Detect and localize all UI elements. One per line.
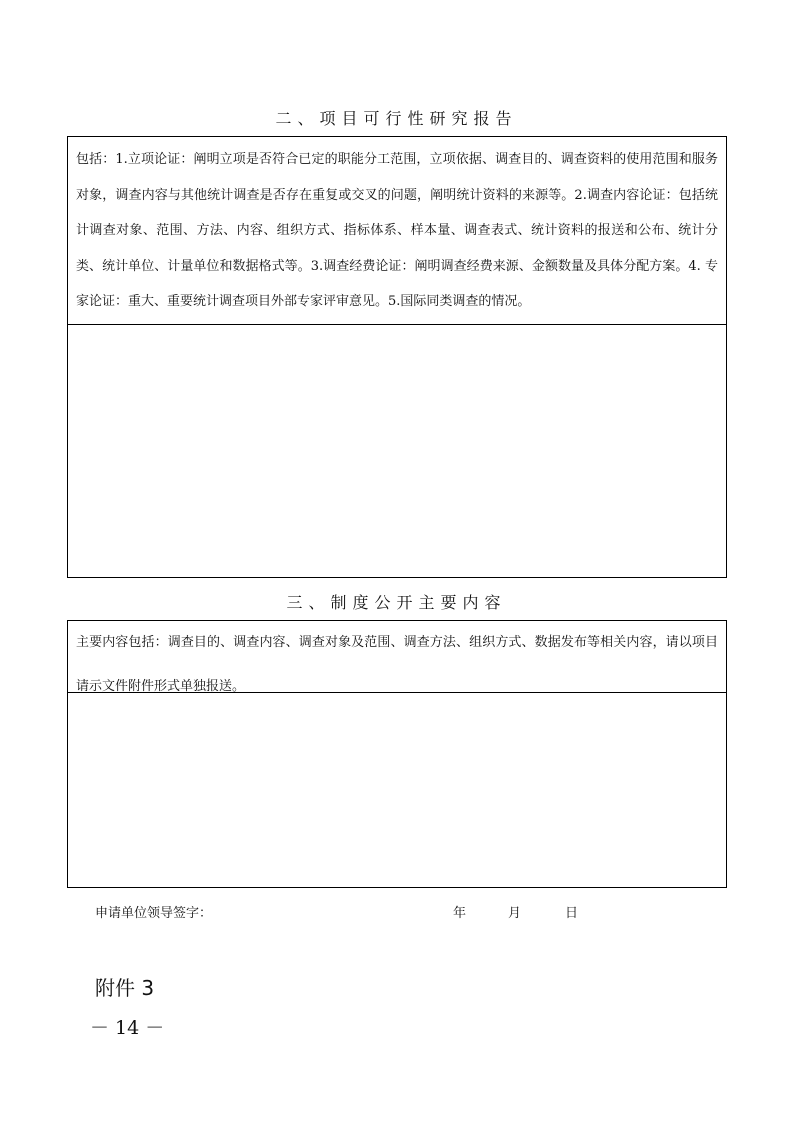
section3-table	[67, 620, 727, 888]
section2-heading: 二、项目可行性研究报告	[275, 109, 518, 128]
section3-instructions: 主要内容包括：调查目的、调查内容、调查对象及范围、调查方法、组织方式、数据发布等相关内容，请以项目请示文件附件形式单独报送。	[68, 621, 726, 693]
section3-heading: 三、制度公开主要内容	[286, 593, 507, 612]
attachment-label: 附件 3	[95, 976, 155, 1000]
signature-day: 日	[565, 906, 579, 921]
signature-year: 年	[453, 906, 467, 921]
page-number: － 14 －	[90, 1017, 165, 1039]
section2-table	[67, 136, 727, 578]
section3-input-area[interactable]	[68, 710, 726, 888]
section2-instructions: 包括：1.立项论证：阐明立项是否符合已定的职能分工范围，立项依据、调查目的、调查资料的使用范围和服务对象，调查内容与其他统计调查是否存在重复或交叉的问题，阐明统计资料的来源等。2.调查内容论证：包括统计调查对象、范围、方法、内容、组织方式、指标体系、样本量、调查表式、统计资料的报送和公布、统计分类、统计单位、计量单位和数据格式等。3.调查经费论证：阐明调查经费来源、金额数量及具体分配方案。4. 专家论证：重大、重要统计调查项目外部专家评审意见。5.国际同类调查的情况。	[68, 137, 726, 325]
section2-input-area[interactable]	[68, 326, 726, 578]
signature-label: 申请单位领导签字：	[95, 906, 213, 921]
signature-month: 月	[508, 906, 522, 921]
